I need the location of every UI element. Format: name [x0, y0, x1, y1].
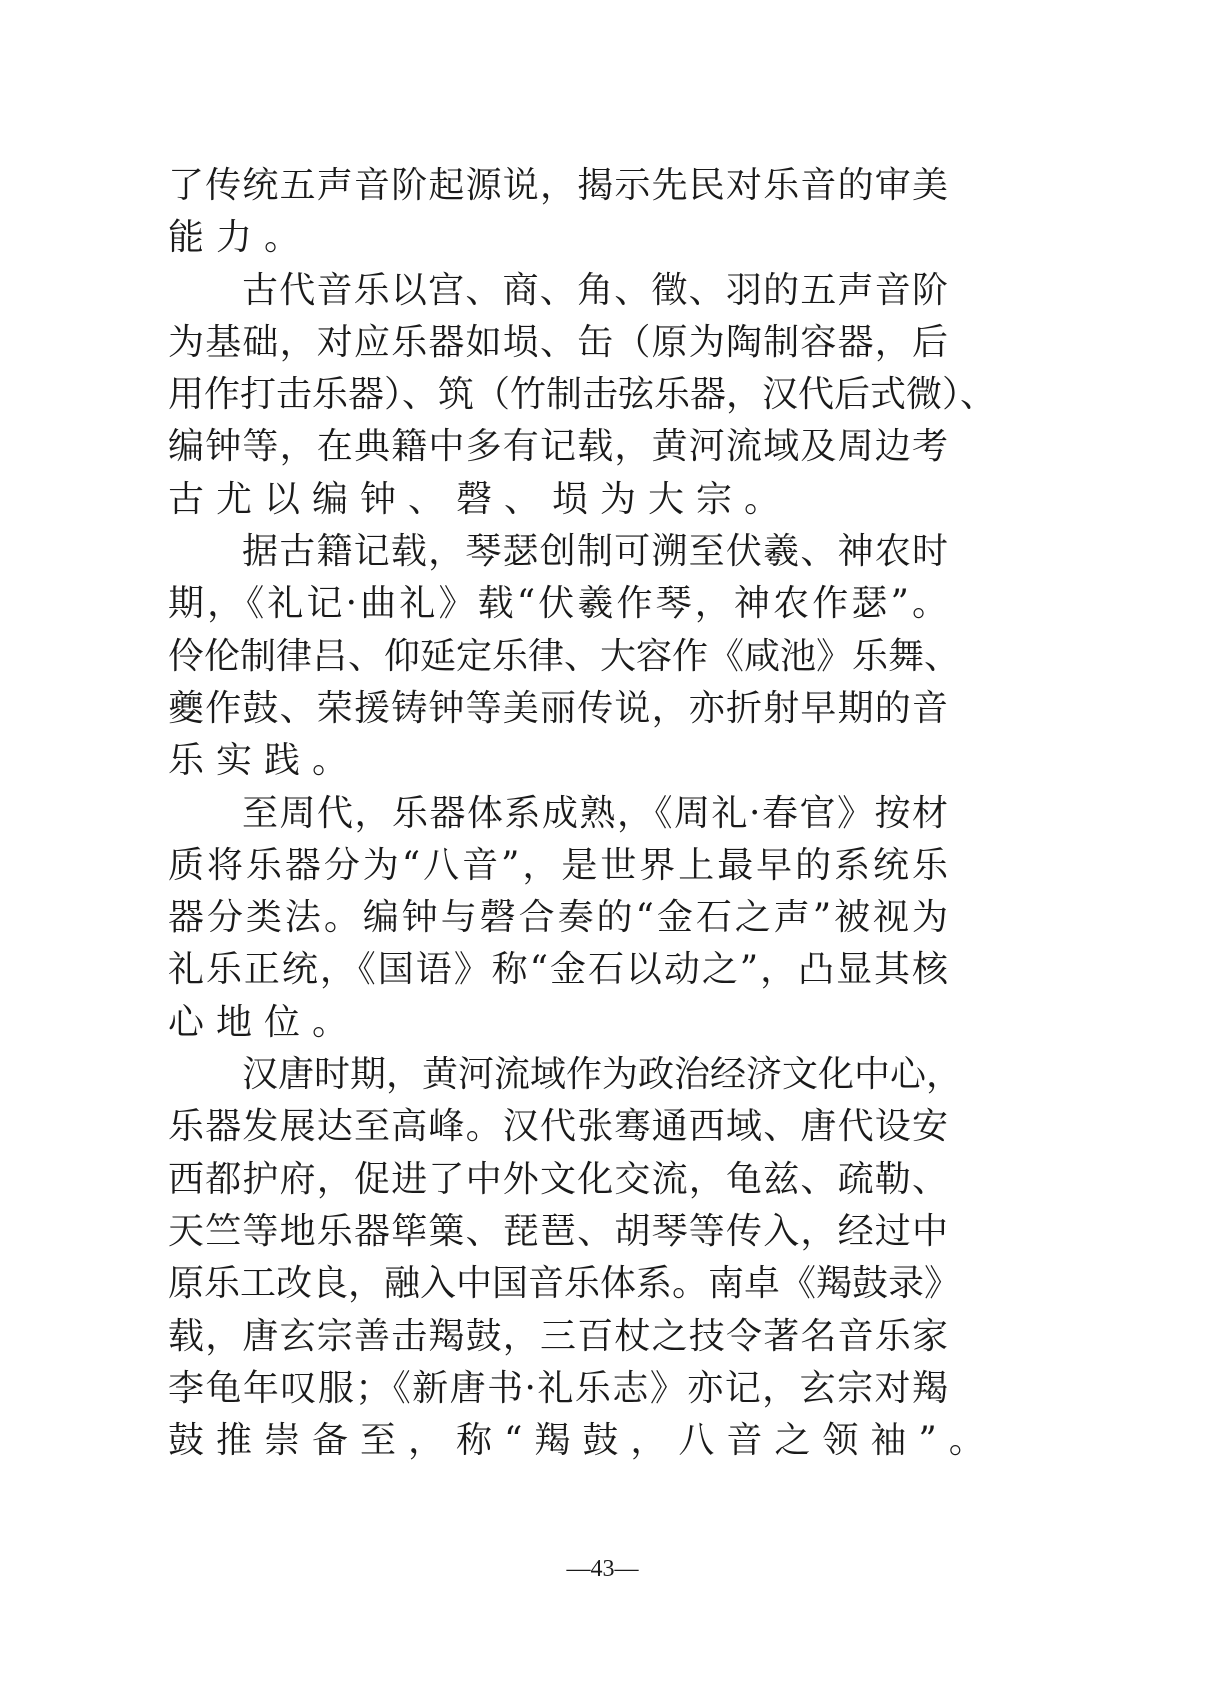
text-line: 乐器发展达至高峰。汉代张骞通西域、唐代设安: [168, 1106, 948, 1148]
text-line: 期，《礼记·曲礼》载“伏羲作琴，神农作瑟”。: [168, 583, 948, 625]
text-line: 夔作鼓、荣援铸钟等美丽传说，亦折射早期的音: [168, 687, 948, 729]
text-line: 古代音乐以宫、商、角、徵、羽的五声音阶: [242, 269, 948, 311]
text-line: 原乐工改良，融入中国音乐体系。南卓《羯鼓录》: [168, 1263, 961, 1305]
text-line: 古尤以编钟、磬、埙为大宗。: [168, 478, 793, 520]
text-line: 用作打击乐器）、筑（竹制击弦乐器，汉代后式微）、: [168, 374, 997, 416]
text-line: 李龟年叹服；《新唐书·礼乐志》亦记，玄宗对羯: [168, 1367, 948, 1409]
text-line: 了传统五声音阶起源说，揭示先民对乐音的审美: [168, 165, 948, 206]
text-line: 质将乐器分为“八音”，是世界上最早的系统乐: [168, 844, 948, 886]
text-line: 天竺等地乐器筚篥、琵琶、胡琴等传入，经过中: [168, 1210, 948, 1252]
text-line: 为基础，对应乐器如埙、缶（原为陶制容器，后: [168, 321, 948, 363]
text-line: 西都护府，促进了中外文化交流，龟兹、疏勒、: [168, 1158, 948, 1200]
text-line: 乐实践。: [168, 740, 361, 782]
text-line: 至周代，乐器体系成熟，《周礼·春官》按材: [242, 792, 948, 834]
text-line: 汉唐时期，黄河流域作为政治经济文化中心，: [242, 1054, 963, 1096]
text-line: 据古籍记载，琴瑟创制可溯至伏羲、神农时: [242, 531, 948, 573]
text-line: 载，唐玄宗善击羯鼓，三百杖之技令著名音乐家: [168, 1315, 948, 1357]
text-line: 器分类法。编钟与磬合奏的“金石之声”被视为: [168, 897, 948, 939]
page-number: —43—: [566, 1556, 639, 1582]
text-line: 鼓推崇备至，称“羯鼓，八音之领袖”。: [168, 1420, 997, 1462]
body-text: [168, 160, 997, 1467]
text-line: 伶伦制律吕、仰延定乐律、大容作《咸池》乐舞、: [168, 635, 961, 677]
text-line: 能力。: [168, 217, 313, 259]
text-line: 编钟等，在典籍中多有记载，黄河流域及周边考: [168, 426, 948, 468]
text-line: 心地位。: [168, 1001, 361, 1043]
text-line: 礼乐正统，《国语》称“金石以动之”，凸显其核: [168, 949, 948, 991]
